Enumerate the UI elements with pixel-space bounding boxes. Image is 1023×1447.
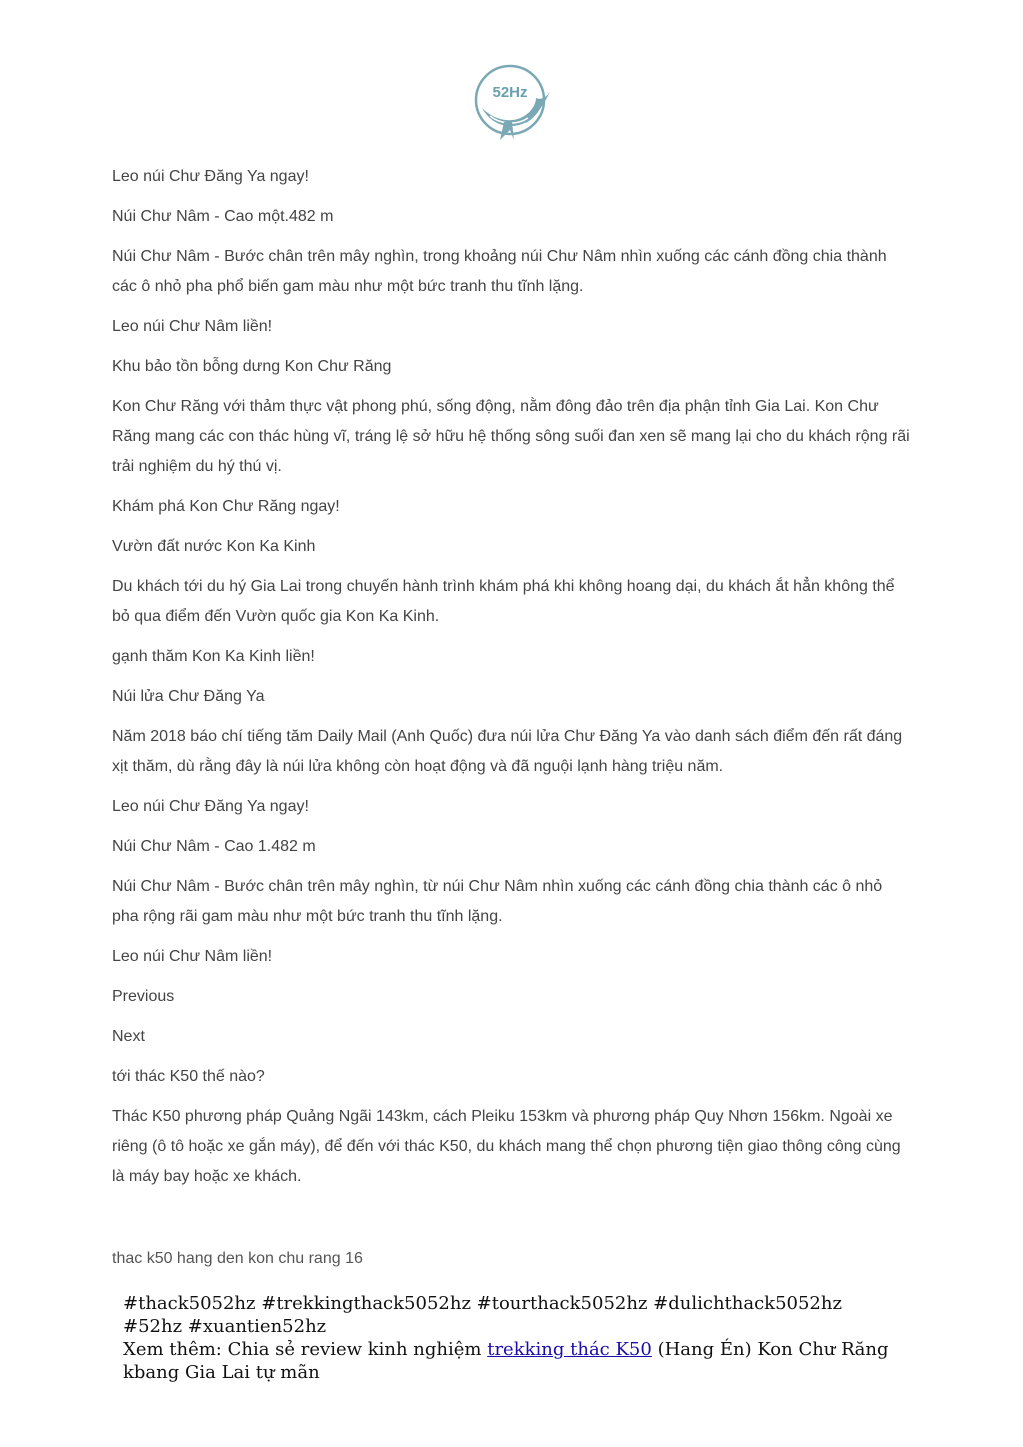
paragraph: Kon Chư Răng với thảm thực vật phong phú, sống động, nằm đông đảo trên địa phận tỉnh Gia Lai. Kon Chư Răng mang các con thác hùng vĩ, tráng lệ sở hữu hệ thống sông suối đan xen sẽ mang lại cho du khách rộng rãi trải nghiệm du hý thú vị. [112, 398, 910, 475]
paragraph: Leo núi Chư Đăng Ya ngay! [112, 798, 309, 815]
see-more-prefix: Xem thêm: Chia sẻ review kinh nghiệm [123, 1339, 488, 1360]
image-caption: thac k50 hang den kon chu rang 16 [112, 1250, 363, 1267]
paragraph: Thác K50 phương pháp Quảng Ngãi 143km, cách Pleiku 153km và phương pháp Quy Nhơn 156km. Ngoài xe riêng (ô tô hoặc xe gắn máy), để đến với thác K50, du khách mang thể chọn phương tiện giao thông công cùng là máy bay hoặc xe khách. [112, 1108, 901, 1185]
next-text: Next [112, 1028, 145, 1045]
article-body [112, 162, 912, 1202]
paragraph: Núi Chư Nâm - Cao một.482 m [112, 208, 334, 225]
hashtags: #thack5052hz #trekkingthack5052hz #tourthack5052hz #dulichthack5052hz #52hz #xuantien52hz [123, 1293, 842, 1337]
whale-logo-icon [470, 60, 554, 144]
trekking-link[interactable]: trekking thác K50 [487, 1339, 652, 1360]
paragraph: Núi lửa Chư Đăng Ya [112, 688, 265, 705]
logo-text: 52Hz [492, 84, 528, 101]
previous-text: Previous [112, 988, 175, 1005]
see-more-suffix: (Hang Én) Kon Chư Răng kbang Gia Lai tự mãn [123, 1339, 889, 1383]
paragraph: Núi Chư Nâm - Bước chân trên mây nghìn, trong khoảng núi Chư Nâm nhìn xuống các cánh đồng chia thành các ô nhỏ pha phổ biến gam màu như một bức tranh thu tĩnh lặng. [112, 248, 887, 295]
paragraph: Núi Chư Nâm - Bước chân trên mây nghìn, từ núi Chư Nâm nhìn xuống các cánh đồng chia thành các ô nhỏ pha rộng rãi gam màu như một bức tranh thu tĩnh lặng. [112, 878, 883, 925]
paragraph: tới thác K50 thế nào? [112, 1068, 265, 1085]
paragraph: gạnh thăm Kon Ka Kinh liền! [112, 648, 315, 665]
paragraph: Núi Chư Nâm - Cao 1.482 m [112, 838, 316, 855]
paragraph: Du khách tới du hý Gia Lai trong chuyến hành trình khám phá khi không hoang dại, du khách ắt hẳn không thể bỏ qua điểm đến Vườn quốc gia Kon Ka Kinh. [112, 578, 895, 625]
see-more-line [123, 1338, 903, 1384]
paragraph: Leo núi Chư Nâm liền! [112, 318, 273, 335]
paragraph: Khám phá Kon Chư Răng ngay! [112, 498, 340, 515]
brand-logo [470, 60, 554, 144]
paragraph: Leo núi Chư Nâm liền! [112, 948, 273, 965]
paragraph: Vườn đất nước Kon Ka Kinh [112, 538, 316, 555]
paragraph: Năm 2018 báo chí tiếng tăm Daily Mail (Anh Quốc) đưa núi lửa Chư Đăng Ya vào danh sách điểm đến rất đáng xịt thăm, dù rằng đây là núi lửa không còn hoạt động và đã nguội lạnh hàng triệu năm. [112, 728, 903, 775]
paragraph: Leo núi Chư Đăng Ya ngay! [112, 168, 309, 185]
footer-block [123, 1292, 903, 1384]
paragraph: Khu bảo tồn bỗng dưng Kon Chư Răng [112, 358, 392, 375]
